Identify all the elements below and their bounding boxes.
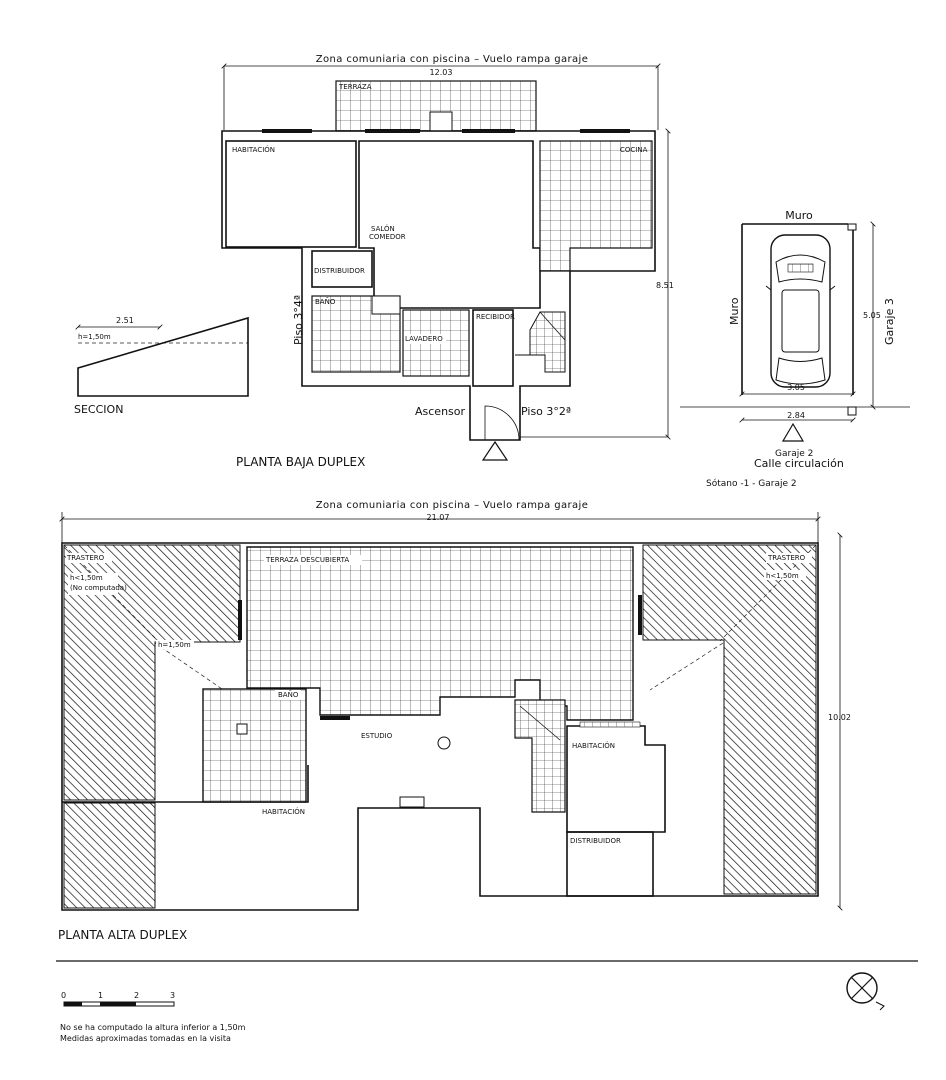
pa-h150b-label: h=1,50m (158, 641, 191, 649)
pb-habitacion-room (226, 141, 356, 247)
garaje-pillar-bottom (848, 407, 856, 415)
pb-entry-triangle (483, 442, 507, 460)
garaje-entry-triangle (783, 424, 803, 441)
pb-entry-door (485, 406, 519, 440)
pa-estudio-column (438, 737, 450, 749)
garaje (680, 209, 910, 489)
pa-bano-tiles (203, 689, 306, 802)
pb-width-dim: 12.03 (429, 68, 453, 77)
north-arrow-icon (847, 973, 884, 1010)
pa-trastero-right-label: TRASTERO (768, 554, 806, 562)
garaje-height-dim: 5.05 (863, 311, 881, 320)
garaje-pillar-top (848, 224, 856, 230)
pa-no-computada-label: (No computada) (70, 584, 127, 592)
pb-ascensor-label: Ascensor (415, 405, 466, 418)
pa-bano-fixture (237, 724, 247, 734)
pb-recibidor-room (473, 310, 513, 386)
pb-habitacion-label: HABITACIÓN (232, 146, 276, 154)
pb-piso32-label: Piso 3°2ª (521, 405, 572, 418)
pa-estudio-label: ESTUDIO (361, 732, 393, 740)
garaje-muro-left: Muro (728, 297, 741, 325)
garaje-muro-top: Muro (785, 209, 813, 222)
pb-cocina-label: COCINA (620, 146, 648, 154)
pb-stairs (515, 312, 565, 372)
pb-recibidor-label: RECIBIDOR (476, 313, 515, 321)
pb-title: PLANTA BAJA DUPLEX (236, 455, 366, 469)
pb-header: Zona comuniaria con piscina – Vuelo rampa garaje (315, 54, 589, 65)
scale-tick-0: 0 (61, 991, 67, 1000)
garaje-2-label: Garaje 2 (775, 449, 814, 459)
planta-baja (222, 54, 674, 469)
pb-bano-fixture (372, 296, 400, 314)
pb-bano-label: BAÑO (315, 298, 336, 306)
seccion-height-note: h=1,50m (78, 333, 111, 341)
garaje-caption: Sótano -1 - Garaje 2 (706, 479, 797, 489)
note-1: No se ha computado la altura inferior a 1,50m (60, 1023, 246, 1032)
seccion-dim: 2.51 (116, 316, 134, 325)
pa-h150a-label: h<1,50m (70, 574, 103, 582)
pb-terraza-pillar (430, 112, 452, 131)
pa-terraza-label: TERRAZA DESCUBIERTA (266, 556, 350, 564)
seccion-label: SECCION (74, 403, 124, 416)
pa-habitacion-right-sill (580, 722, 640, 727)
pa-right-diagonal-2 (650, 643, 723, 690)
pa-title: PLANTA ALTA DUPLEX (58, 928, 188, 942)
pa-trastero-right-hatch (643, 545, 816, 894)
pa-estudio-niche (400, 797, 424, 807)
pa-distribuidor-label: DISTRIBUIDOR (570, 837, 621, 845)
seccion (74, 316, 248, 416)
pb-comedor-label: COMEDOR (369, 233, 406, 241)
scale-tick-2: 2 (134, 991, 140, 1000)
pa-habitacion-right-label: HABITACIÓN (572, 742, 616, 750)
pb-cocina-tiles (540, 141, 652, 271)
pa-trastero-left-label: TRASTERO (67, 554, 105, 562)
pb-distribuidor-label: DISTRIBUIDOR (314, 267, 365, 275)
pa-width-dim: 21.07 (426, 513, 450, 522)
pa-bano-label: BAÑO (278, 691, 299, 699)
garaje-inner-dim: 3.05 (787, 383, 805, 392)
scale-bar (61, 991, 175, 1006)
pa-trastero-left-hatch-bottom (64, 803, 155, 908)
planta-alta (58, 500, 851, 942)
pa-height-dim: 10.02 (828, 713, 851, 722)
pb-salon-label: SALÓN (371, 225, 395, 233)
garaje-side-label: Garaje 3 (883, 298, 896, 345)
pb-height-dim: 8.51 (656, 281, 674, 290)
pa-h150c-label: h<1,50m (766, 572, 799, 580)
garaje-calle-label: Calle circulación (754, 457, 844, 470)
pb-piso34-label: Piso 3°4ª (292, 294, 305, 345)
scale-tick-1: 1 (98, 991, 104, 1000)
garaje-bottom-dim: 2.84 (787, 411, 805, 420)
seccion-profile (78, 318, 248, 396)
note-2: Medidas aproximadas tomadas en la visita (60, 1034, 231, 1043)
pa-stairs (515, 700, 565, 812)
pb-lavadero-label: LAVADERO (405, 335, 443, 343)
pa-header: Zona comuniaria con piscina – Vuelo rampa garaje (315, 500, 589, 511)
car-icon (766, 235, 835, 387)
scale-tick-3: 3 (170, 991, 176, 1000)
pb-terraza-label: TERRAZA (339, 83, 372, 91)
pa-habitacion-left-label: HABITACIÓN (262, 808, 306, 816)
